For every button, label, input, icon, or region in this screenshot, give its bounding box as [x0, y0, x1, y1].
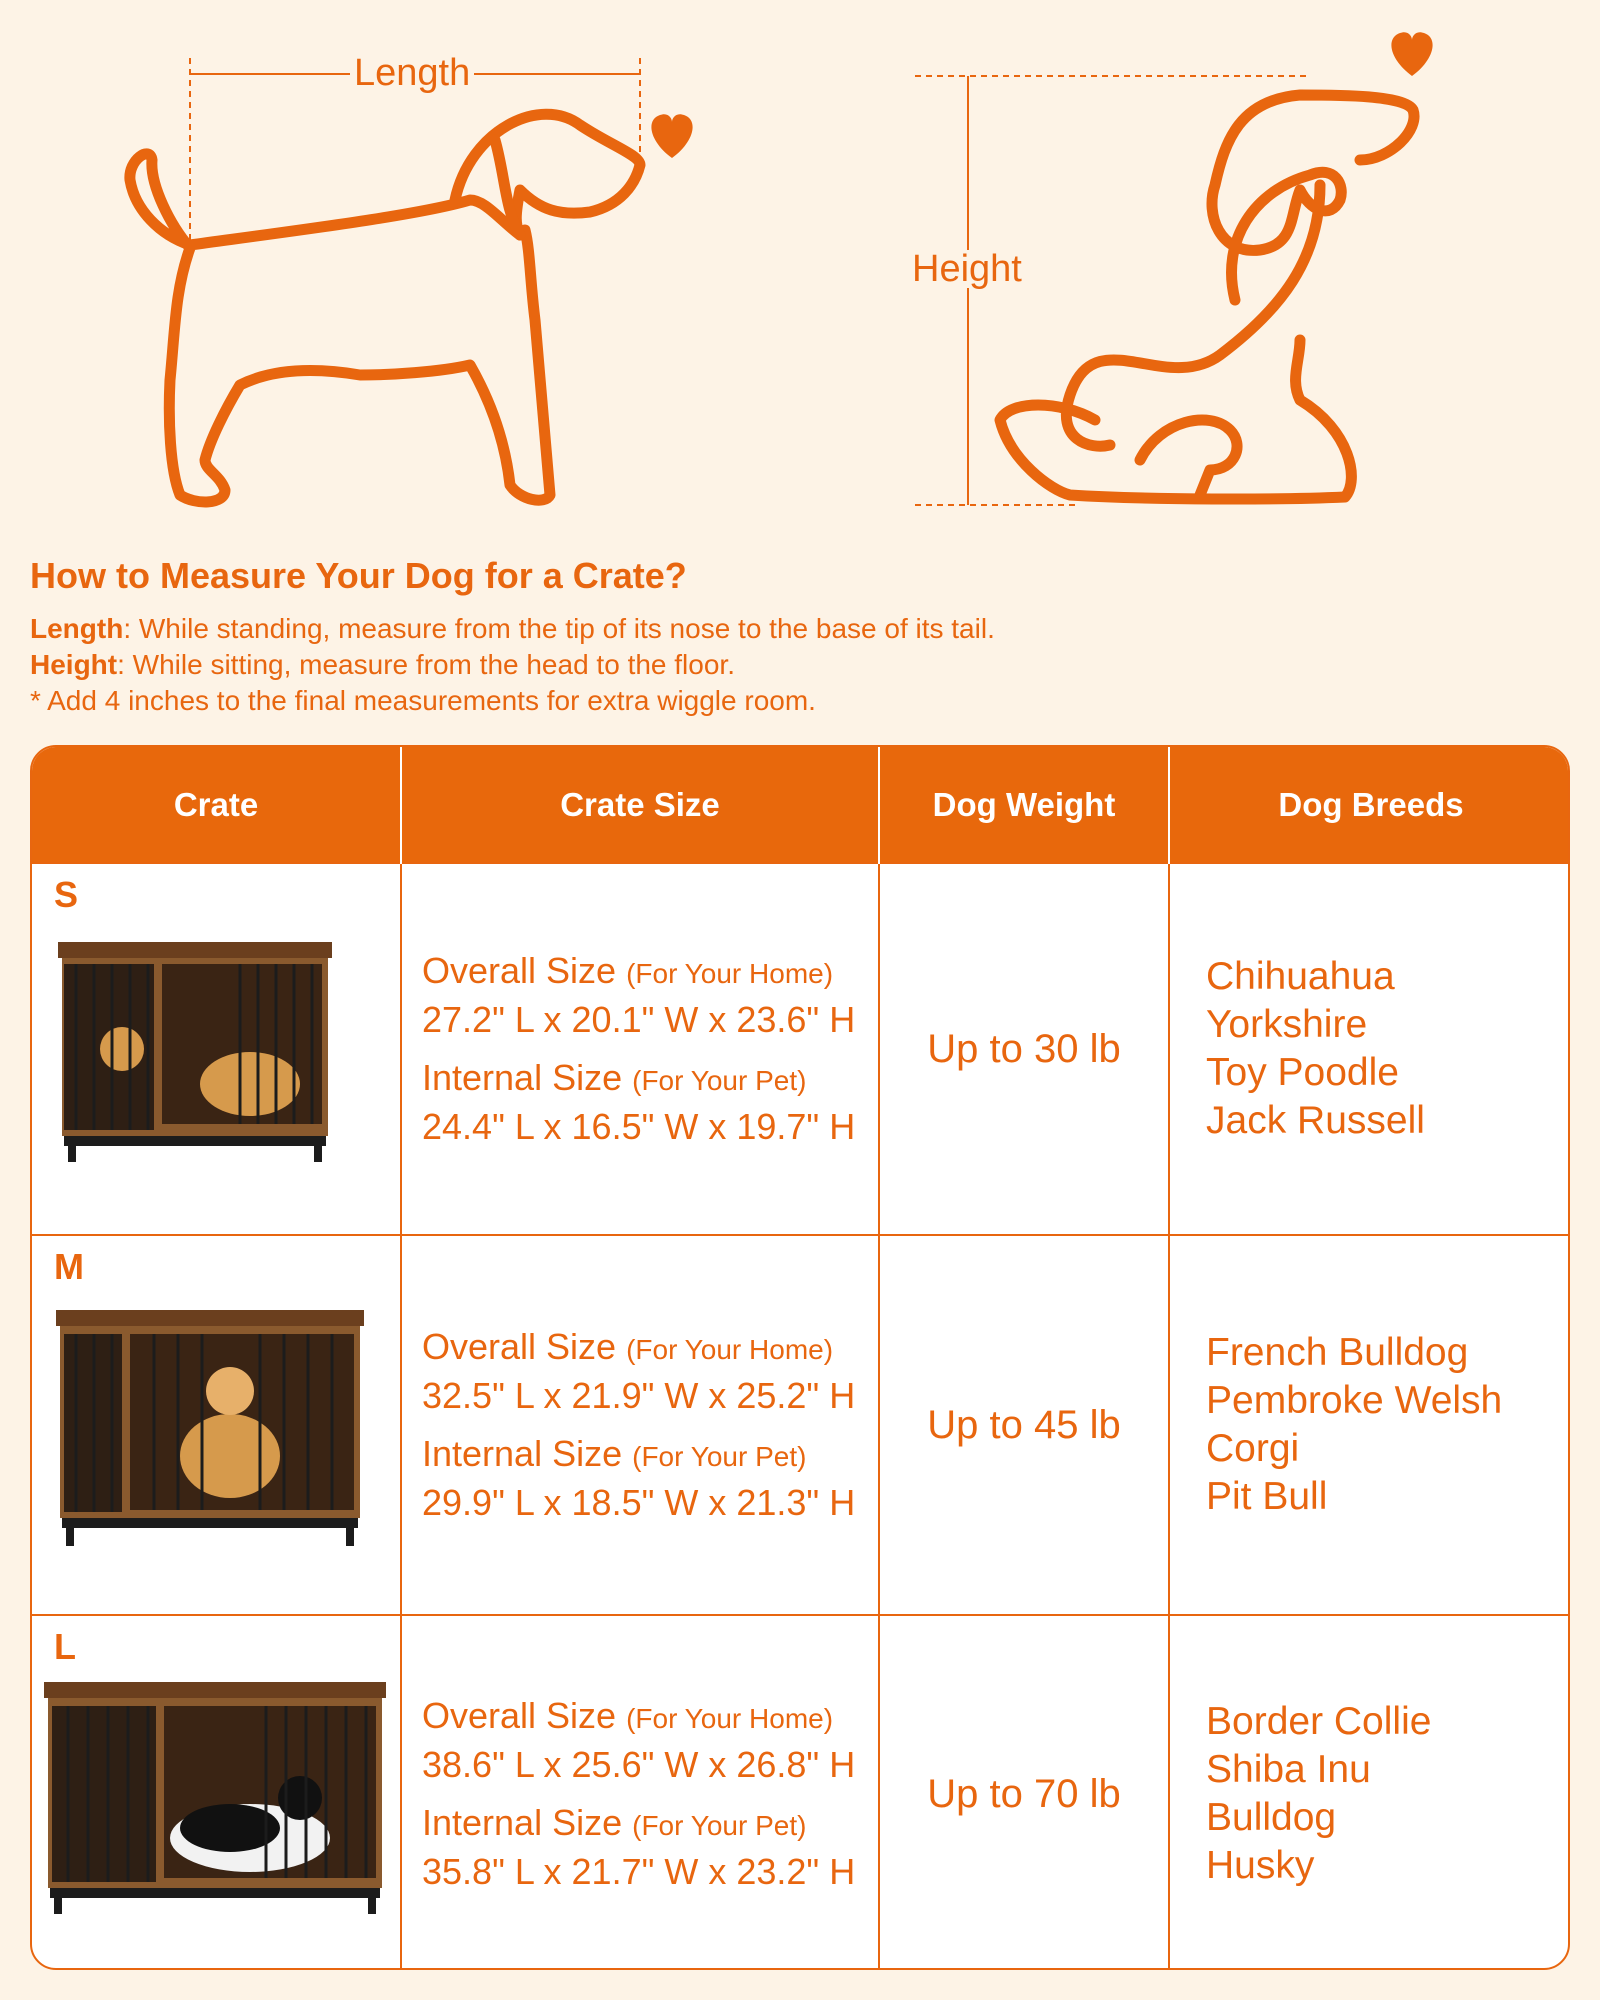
overall-size-dims: 27.2" L x 20.1" W x 23.6" H [422, 999, 856, 1040]
dog-breeds-cell [1169, 1615, 1570, 1970]
crate-small-image [50, 934, 340, 1174]
dog-weight-cell: Up to 70 lb [879, 1615, 1169, 1970]
length-term: Length [30, 613, 124, 644]
internal-size-label: Internal Size [422, 1433, 623, 1474]
crate-cell [32, 1615, 401, 1970]
length-text: : While standing, measure from the tip of its nose to the base of its tail. [123, 613, 995, 644]
heart-icon-2 [1391, 32, 1432, 76]
breed-item: Toy Poodle [1206, 1051, 1399, 1094]
crate-size-cell [401, 1235, 879, 1615]
crate-size-cell [401, 863, 879, 1235]
overall-size-label: Overall Size [422, 1326, 617, 1367]
overall-size-dims: 32.5" L x 21.9" W x 25.2" H [422, 1375, 856, 1416]
internal-size-label: Internal Size [422, 1802, 623, 1843]
height-instruction [30, 647, 1570, 683]
page-title: How to Measure Your Dog for a Crate? [30, 555, 687, 596]
sitting-dog-haunch [1140, 420, 1237, 495]
internal-size-dims: 24.4" L x 16.5" W x 19.7" H [422, 1106, 856, 1147]
breed-item: Husky [1206, 1844, 1315, 1887]
dog-breeds-cell [1169, 1235, 1570, 1615]
header-dog-weight: Dog Weight [879, 747, 1169, 863]
size-details [402, 1324, 878, 1526]
crate-medium-image [50, 1306, 370, 1556]
crate-cell [32, 863, 401, 1235]
measurement-illustrations [0, 0, 1600, 530]
measure-instructions [30, 555, 1570, 719]
overall-size-note: (For Your Home) [626, 1334, 834, 1365]
breed-list [1170, 1698, 1570, 1890]
breed-item: Jack Russell [1206, 1099, 1425, 1142]
breed-item: Shiba Inu [1206, 1748, 1371, 1791]
breed-item: Pit Bull [1206, 1475, 1328, 1518]
dog-outlines [0, 0, 1600, 530]
breed-list [1170, 1329, 1570, 1521]
internal-size-dims: 29.9" L x 18.5" W x 21.3" H [422, 1482, 856, 1523]
breed-item: Yorkshire [1206, 1003, 1368, 1046]
breed-item: Border Collie [1206, 1700, 1432, 1743]
table-row [32, 1615, 1570, 1970]
height-term: Height [30, 649, 118, 680]
header-crate-size: Crate Size [401, 747, 879, 863]
breed-list [1170, 953, 1570, 1145]
breed-item: Pembroke Welsh [1206, 1379, 1503, 1422]
size-letter: M [54, 1246, 84, 1287]
height-text: : While sitting, measure from the head to the floor. [117, 649, 735, 680]
table-row [32, 863, 1570, 1235]
table-header-row [32, 747, 1570, 863]
heart-icon [651, 114, 692, 158]
internal-size-label: Internal Size [422, 1057, 623, 1098]
sitting-dog-icon [1000, 95, 1414, 499]
standing-dog-icon [130, 114, 640, 502]
overall-size-note: (For Your Home) [626, 958, 834, 989]
size-details [402, 1693, 878, 1895]
length-instruction [30, 611, 1570, 647]
internal-size-note: (For Your Pet) [632, 1810, 807, 1841]
breed-item: Corgi [1206, 1427, 1300, 1470]
crate-large-image [40, 1678, 390, 1918]
header-dog-breeds: Dog Breeds [1278, 785, 1464, 823]
size-letter: S [54, 874, 79, 915]
table-row [32, 1235, 1570, 1615]
internal-size-note: (For Your Pet) [632, 1065, 807, 1096]
internal-size-dims: 35.8" L x 21.7" W x 23.2" H [422, 1851, 856, 1892]
dog-breeds-cell [1169, 863, 1570, 1235]
overall-size-label: Overall Size [422, 950, 617, 991]
size-letter: L [54, 1626, 76, 1667]
length-label: Length [350, 54, 474, 92]
header-crate: Crate [32, 747, 401, 863]
height-label: Height [908, 250, 1026, 288]
crate-size-cell [401, 1615, 879, 1970]
dog-weight-cell: Up to 30 lb [879, 863, 1169, 1235]
dog-weight-cell: Up to 45 lb [879, 1235, 1169, 1615]
overall-size-dims: 38.6" L x 25.6" W x 26.8" H [422, 1744, 856, 1785]
overall-size-label: Overall Size [422, 1695, 617, 1736]
breed-item: Bulldog [1206, 1796, 1337, 1839]
crate-size-table [30, 745, 1570, 1970]
wiggle-room-note: * Add 4 inches to the final measurements for extra wiggle room. [30, 685, 816, 716]
crate-cell [32, 1235, 401, 1615]
breed-item: French Bulldog [1206, 1331, 1469, 1374]
size-details [402, 948, 878, 1150]
breed-item: Chihuahua [1206, 955, 1395, 998]
overall-size-note: (For Your Home) [626, 1703, 834, 1734]
internal-size-note: (For Your Pet) [632, 1441, 807, 1472]
